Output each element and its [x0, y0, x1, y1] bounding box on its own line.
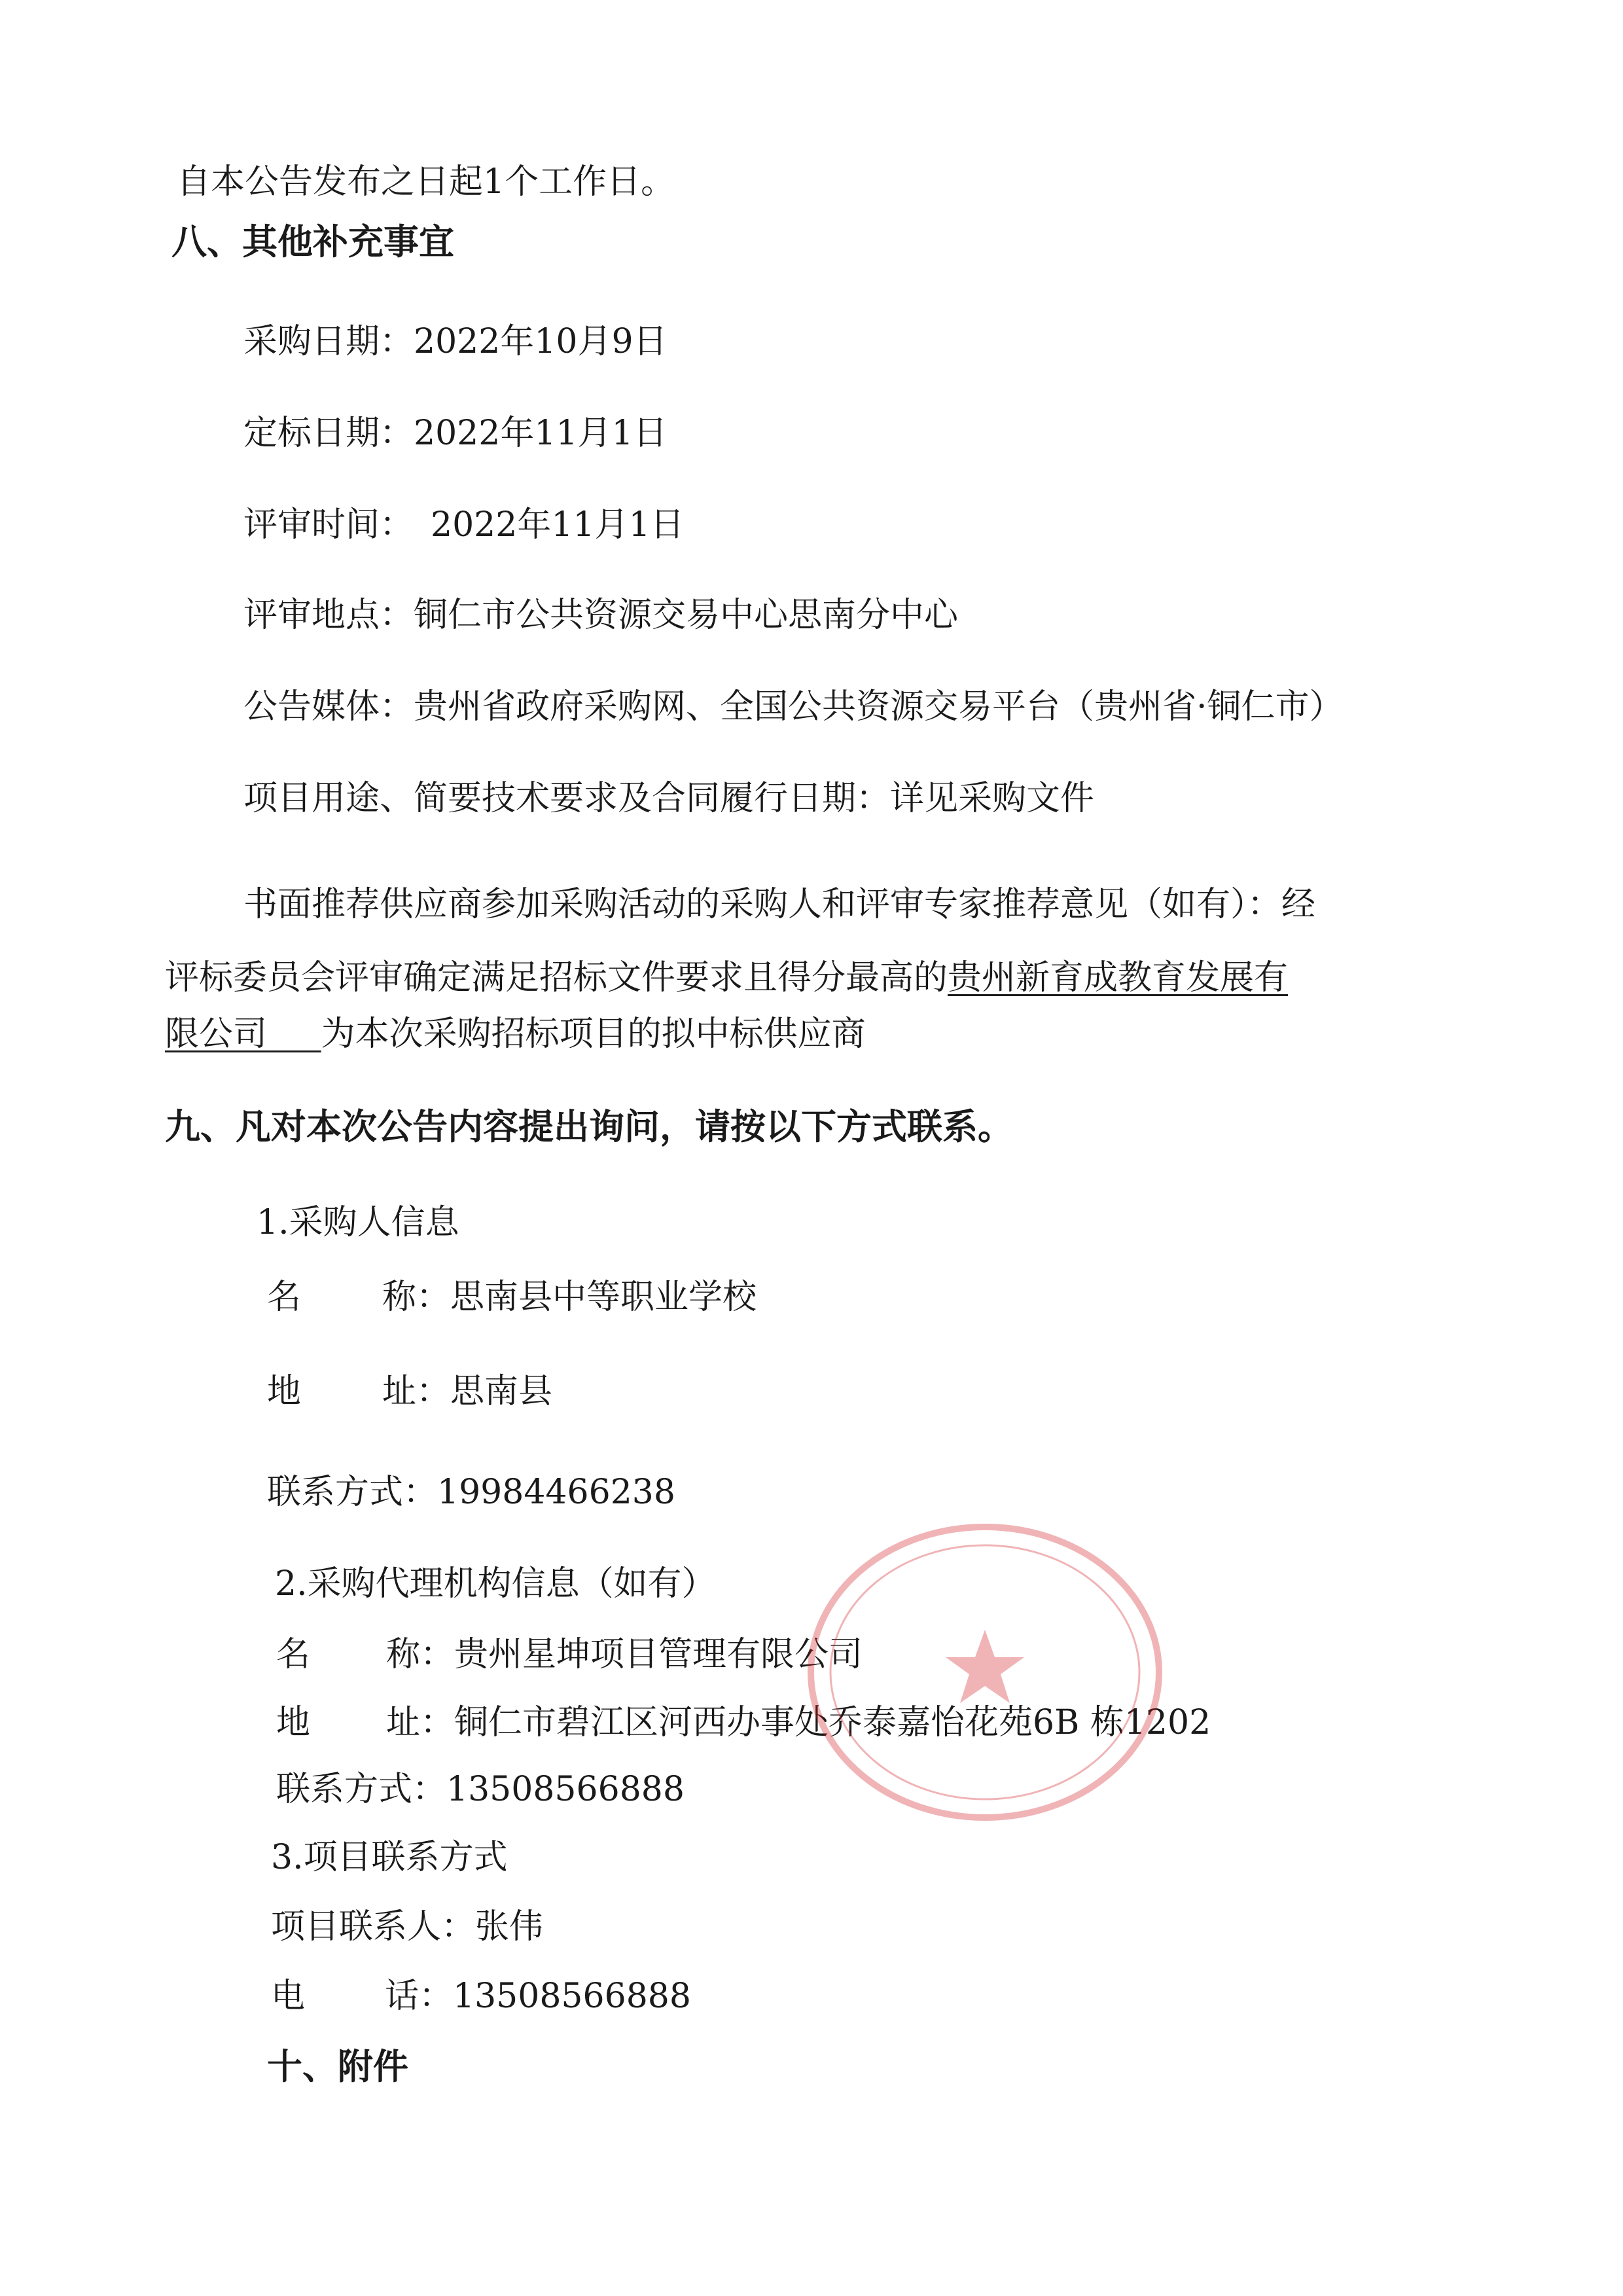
winner-name-part-2 [165, 1014, 321, 1054]
agency-name-label-char: 名 [276, 1635, 311, 1674]
tel-label-char: 电 [271, 1977, 306, 2016]
buyer-addr-value: 思南县 [450, 1372, 553, 1411]
buyer-phone-value: 19984466238 [437, 1473, 675, 1512]
seal-star-icon [946, 1630, 1024, 1703]
review-place-row [243, 594, 958, 636]
review-place-value: 铜仁市公共资源交易中心思南分中心 [414, 596, 959, 635]
winner-name-part-1: 贵州新育成教育发展有 [948, 958, 1289, 997]
section-8-heading: 八、其他补充事宜 [171, 221, 454, 262]
purchase-date-label: 采购日期： [243, 322, 414, 361]
project-contact-title: 3.项目联系方式 [271, 1838, 508, 1877]
recommend-line-3 [165, 1013, 866, 1055]
recommend-line-2 [165, 957, 1288, 999]
winner-name-part-2-text: 限公司 [165, 1014, 268, 1054]
section-10-heading: 十、附件 [267, 2046, 408, 2087]
agency-phone-label: 联系方式： [276, 1770, 447, 1809]
buyer-phone-label: 联系方式： [267, 1473, 438, 1512]
recommend-line-2-prefix: 评标委员会评审确定满足招标文件要求且得分最高的 [165, 958, 948, 997]
agency-name-label-suffix: 称： [386, 1635, 455, 1674]
usage-label: 项目用途、简要技术要求及合同履行日期： [243, 779, 891, 818]
project-contact-label: 项目联系人： [271, 1907, 476, 1946]
project-phone-value: 13508566888 [453, 1977, 691, 2016]
buyer-addr-row [267, 1371, 552, 1412]
usage-row [243, 778, 1094, 819]
agency-name-value: 贵州星坤项目管理有限公司 [454, 1635, 863, 1674]
purchase-date-value: 2022年10月9日 [414, 322, 668, 361]
addr-label-suffix: 址： [382, 1372, 451, 1411]
agency-addr-value: 铜仁市碧江区河西办事处乔泰嘉怡花苑6B 栋1202 [454, 1703, 1211, 1742]
recommend-line-3-suffix: 为本次采购招标项目的拟中标供应商 [321, 1014, 866, 1054]
award-date-row [243, 412, 668, 454]
project-contact-value: 张伟 [475, 1907, 544, 1946]
buyer-name-value: 思南县中等职业学校 [450, 1278, 757, 1317]
review-time-label: 评审时间： [243, 505, 414, 545]
recommend-line-1: 书面推荐供应商参加采购活动的采购人和评审专家推荐意见（如有）：经 [243, 885, 1316, 924]
review-time-row [243, 504, 685, 546]
project-phone-row [271, 1975, 691, 2017]
tel-label-suffix: 话： [385, 1977, 454, 2016]
agency-info-title: 2.采购代理机构信息（如有） [275, 1564, 716, 1604]
media-label: 公告媒体： [243, 687, 414, 726]
agency-addr-label-suffix: 址： [386, 1703, 455, 1742]
agency-phone-value: 13508566888 [446, 1770, 685, 1809]
award-date-label: 定标日期： [243, 414, 414, 453]
purchase-date-row [243, 321, 668, 363]
agency-addr-label-char: 地 [276, 1703, 311, 1742]
usage-value: 详见采购文件 [890, 779, 1095, 818]
intro-line: 自本公告发布之日起1个工作日。 [177, 162, 675, 202]
agency-phone-row [276, 1768, 685, 1810]
media-value: 贵州省政府采购网、全国公共资源交易平台（贵州省·铜仁市） [414, 687, 1344, 726]
name-label-suffix: 称： [382, 1278, 451, 1317]
project-contact-row [271, 1906, 543, 1948]
addr-label-char: 地 [267, 1372, 302, 1411]
media-row [243, 686, 1344, 728]
agency-name-row [276, 1634, 863, 1676]
section-9-heading: 九、凡对本次公告内容提出询问，请按以下方式联系。 [165, 1106, 1013, 1147]
buyer-phone-row [267, 1471, 675, 1513]
review-time-value: 2022年11月1日 [431, 505, 685, 545]
name-label-char: 名 [267, 1278, 302, 1317]
buyer-info-title: 1.采购人信息 [257, 1203, 459, 1242]
company-seal-stamp [802, 1518, 1168, 1826]
award-date-value: 2022年11月1日 [414, 414, 668, 453]
buyer-name-row [267, 1276, 757, 1318]
review-place-label: 评审地点： [243, 596, 414, 635]
